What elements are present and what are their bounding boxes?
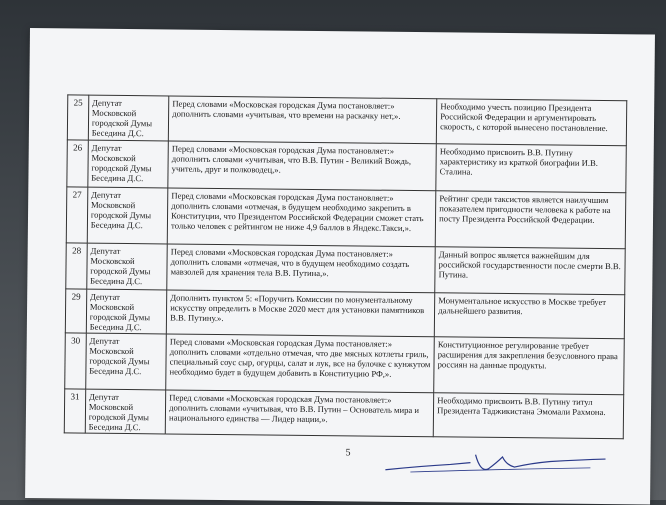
row-justification: Конституционное регулирование требует расширения для закрепления безусловного права россиян на данные продукты. xyxy=(434,337,624,395)
table-row xyxy=(66,187,626,249)
row-amendment-text: Дополнить пунктом 5: «Поручить Комиссии по монументальному искусству определить в Москве 2020 мест для установки памятников В.В. Путину.». xyxy=(166,290,434,337)
row-amendment-text: Перед словами «Московская городская Дума постановляет:» дополнить словами «учитывая, что В.В. Путин - Великий Вождь, учитель, друг и полководец,». xyxy=(168,141,436,191)
row-author: Депутат Московской городской Думы Беседина Д.С. xyxy=(87,243,168,290)
row-author: Депутат Московской городской Думы Беседина Д.С. xyxy=(86,333,167,390)
row-author: Депутат Московской городской Думы Беседина Д.С. xyxy=(88,140,169,188)
row-number: 27 xyxy=(66,187,87,243)
row-amendment-text: Перед словами «Московская городская Дума постановляет:» дополнить словами «учитывая, что времени на раскачку нет,». xyxy=(168,96,436,144)
table-row xyxy=(66,243,625,295)
row-amendment-text: Перед словами «Московская городская Дума постановляет:» дополнить словами «учитывая, что В.В. Путин – Основатель мира и национального единства — Лидер нации,». xyxy=(165,390,433,437)
amendments-table xyxy=(64,94,628,439)
row-number: 30 xyxy=(65,333,86,389)
page-number: 5 xyxy=(345,447,351,459)
document-page xyxy=(25,28,655,505)
signature xyxy=(380,442,610,484)
table-row xyxy=(65,333,625,395)
row-author: Депутат Московской городской Думы Беседина Д.С. xyxy=(88,95,169,141)
row-number: 26 xyxy=(67,140,88,187)
row-justification: Необходимо учесть позицию Президента Российской Федерации и аргументировать скорость, с которой вынесено постановление. xyxy=(436,99,626,146)
table-row xyxy=(64,389,623,439)
row-amendment-text: Перед словами «Московская городская Дума постановляет:» дополнить словами «отдельно отмечая, что две мясных котлеты гриль, специальный соус сыр, огурцы, салат и лук, все на булочке с кунжутом необходимо будет в будущем добавить в Конституцию РФ,». xyxy=(166,334,435,393)
row-number: 29 xyxy=(65,289,86,333)
table-row xyxy=(67,95,626,146)
row-author: Депутат Московской городской Думы Беседина Д.С. xyxy=(87,187,168,244)
row-amendment-text: Перед словами «Московская городская Дума постановляет:» дополнить словами «отмечая, что в будущем необходимо создать мавзолей для хранения тела В.В. Путина,». xyxy=(167,244,435,293)
row-justification: Монументальное искусство в Москве требует дальнейшего развития. xyxy=(434,293,624,339)
row-justification: Необходимо присвоить В.В. Путину титул Президента Таджикистана Эмомали Рахмона. xyxy=(433,393,623,439)
row-justification: Данный вопрос является важнейшим для российской государственности после смерти В.В. Путина. xyxy=(435,247,625,295)
row-number: 28 xyxy=(66,243,87,289)
row-number: 25 xyxy=(67,95,88,140)
row-justification: Рейтинг среди таксистов является наилучшим показателем пригодности человека к работе на посту Президента Российской Федерации. xyxy=(435,191,625,249)
table-row xyxy=(65,289,624,339)
row-author: Депутат Московской городской Думы Беседина Д.С. xyxy=(86,289,167,334)
row-number: 31 xyxy=(64,389,85,433)
row-author: Депутат Московской городской Думы Беседина Д.С. xyxy=(85,389,166,434)
row-amendment-text: Перед словами «Московская городская Дума постановляет:» дополнить словами «отмечая, в будущем необходимо закрепить в Конституции, что Президентом Российской Федерации сможет стать только человек с рейтингом не ниже 4,9 баллов в Яндекс.Такси,». xyxy=(167,188,436,247)
row-justification: Необходимо присвоить В.В. Путину характеристику из краткой биографии И.В. Сталина. xyxy=(436,144,626,193)
table-row xyxy=(67,140,626,193)
